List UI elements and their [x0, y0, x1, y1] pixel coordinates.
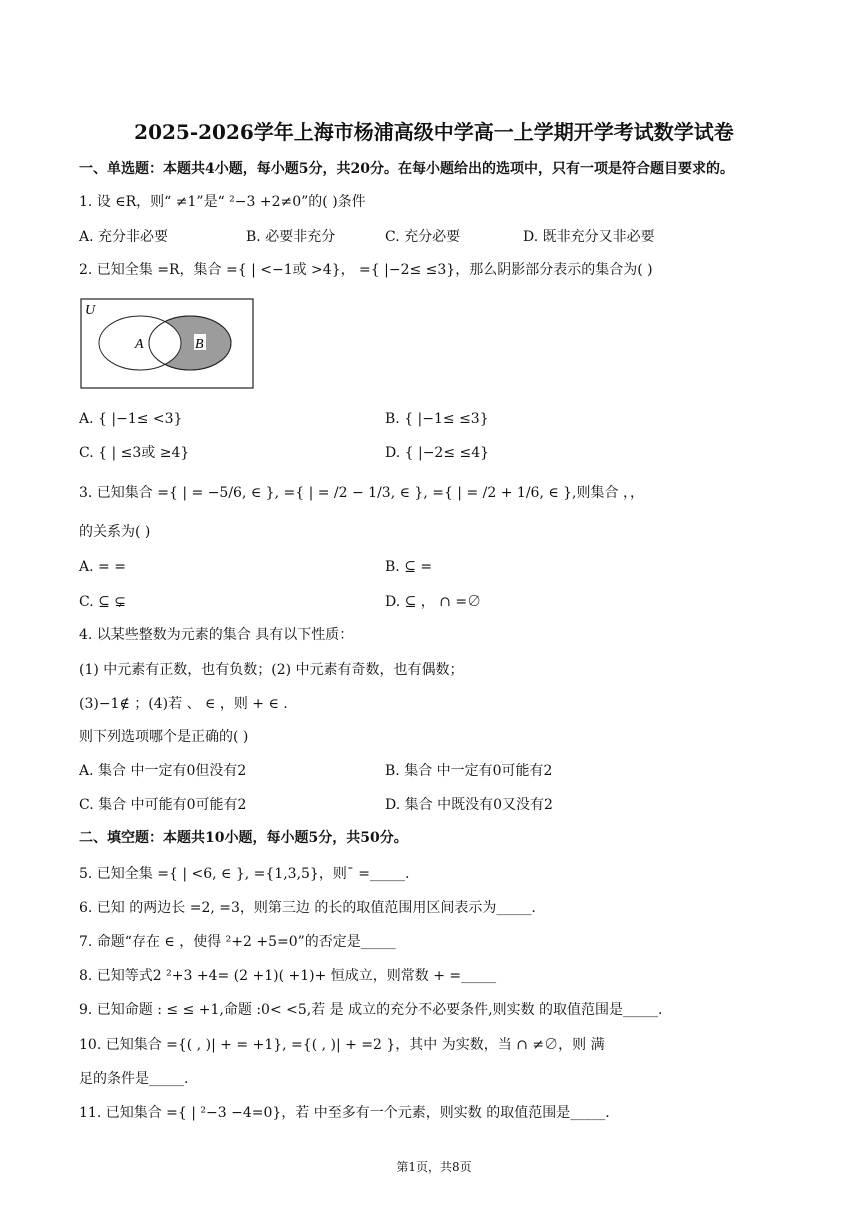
venn-label-u: U: [85, 303, 96, 318]
venn-diagram: [80, 298, 254, 389]
page-title: 2025-2026学年上海市杨浦高级中学高一上学期开学考试数学试卷: [134, 120, 734, 144]
q1-option-b: B. 必要非充分: [246, 229, 336, 245]
q3-option-c: C. ⊆ ⊊: [79, 594, 127, 610]
q4-option-b: B. 集合 中一定有0可能有2: [385, 763, 553, 779]
question-5: 5. 已知全集 ={ | <6, ∈ }, ={1,3,5}，则¯ =_____.: [79, 866, 410, 882]
q3-option-b: B. ⊆ =: [385, 559, 433, 575]
question-10-line-2: 足的条件是_____.: [79, 1071, 189, 1087]
question-3-stem-cont: 的关系为( ): [79, 524, 151, 540]
q1-option-d: D. 既非充分又非必要: [523, 229, 655, 245]
q3-option-d: D. ⊆ ， ∩ =∅: [385, 594, 482, 610]
q1-option-c: C. 充分必要: [385, 229, 461, 245]
section-heading-single-choice: 一、单选题：本题共4小题，每小题5分，共20分。在每小题给出的选项中，只有一项是符合题目要求的。: [79, 161, 734, 177]
q3-option-a: A. = =: [79, 559, 126, 575]
question-4-ask: 则下列选项哪个是正确的( ): [79, 729, 249, 745]
question-3-stem: 3. 已知集合 ={ | = −5/6, ∈ }, ={ | = /2 − 1/3, ∈ }, ={ | = /2 + 1/6, ∈ },则集合 ，，: [79, 485, 644, 501]
q2-option-d: D. { |−2≤ ≤4}: [385, 445, 490, 461]
question-7: 7. 命题“存在 ∈ ，使得 ²+2 +5=0”的否定是_____: [79, 934, 396, 950]
question-10-line-1: 10. 已知集合 ={( , )| + = +1}, ={( , )| + =2 }，其中 为实数，当 ∩ ≠∅，则 满: [79, 1037, 605, 1053]
question-4-property-3-4: (3)−1∉ ；(4)若 、 ∈ ，则 + ∈ .: [79, 696, 288, 712]
question-4-property-1-2: (1) 中元素有正数，也有负数；(2) 中元素有奇数，也有偶数；: [79, 662, 464, 678]
question-1-stem: 1. 设 ∈R，则“ ≠1”是“ ²−3 +2≠0”的( )条件: [79, 194, 366, 210]
q4-option-c: C. 集合 中可能有0可能有2: [79, 797, 247, 813]
question-11: 11. 已知集合 ={ | ²−3 −4=0}，若 中至多有一个元素，则实数 的取值范围是_____.: [79, 1105, 610, 1121]
question-9: 9. 已知命题 : ≤ ≤ +1,命题 :0< <5,若 是 成立的充分不必要条件,则实数 的取值范围是_____.: [79, 1002, 663, 1018]
q4-option-d: D. 集合 中既没有0又没有2: [385, 797, 553, 813]
q1-option-a: A. 充分非必要: [79, 229, 169, 245]
question-8: 8. 已知等式2 ²+3 +4= (2 +1)( +1)+ 恒成立，则常数 + =_____: [79, 968, 497, 984]
section-heading-fill-blank: 二、填空题：本题共10小题，每小题5分，共50分。: [79, 830, 408, 846]
venn-label-b: B: [195, 337, 204, 352]
question-6: 6. 已知 的两边长 =2, =3，则第三边 的长的取值范围用区间表示为_____.: [79, 900, 536, 916]
q4-option-a: A. 集合 中一定有0但没有2: [79, 763, 247, 779]
q2-option-c: C. { | ≤3或 ≥4}: [79, 445, 190, 461]
venn-label-a: A: [135, 337, 144, 352]
q2-option-a: A. { |−1≤ <3}: [79, 411, 183, 427]
question-2-stem: 2. 已知全集 =R，集合 ={ | <−1或 >4}， ={ |−2≤ ≤3}，那么阴影部分表示的集合为( ): [79, 262, 653, 278]
q2-option-b: B. { |−1≤ ≤3}: [385, 411, 489, 427]
page-footer: 第1页，共8页: [396, 1160, 472, 1174]
question-4-stem: 4. 以某些整数为元素的集合 具有以下性质：: [79, 627, 354, 643]
